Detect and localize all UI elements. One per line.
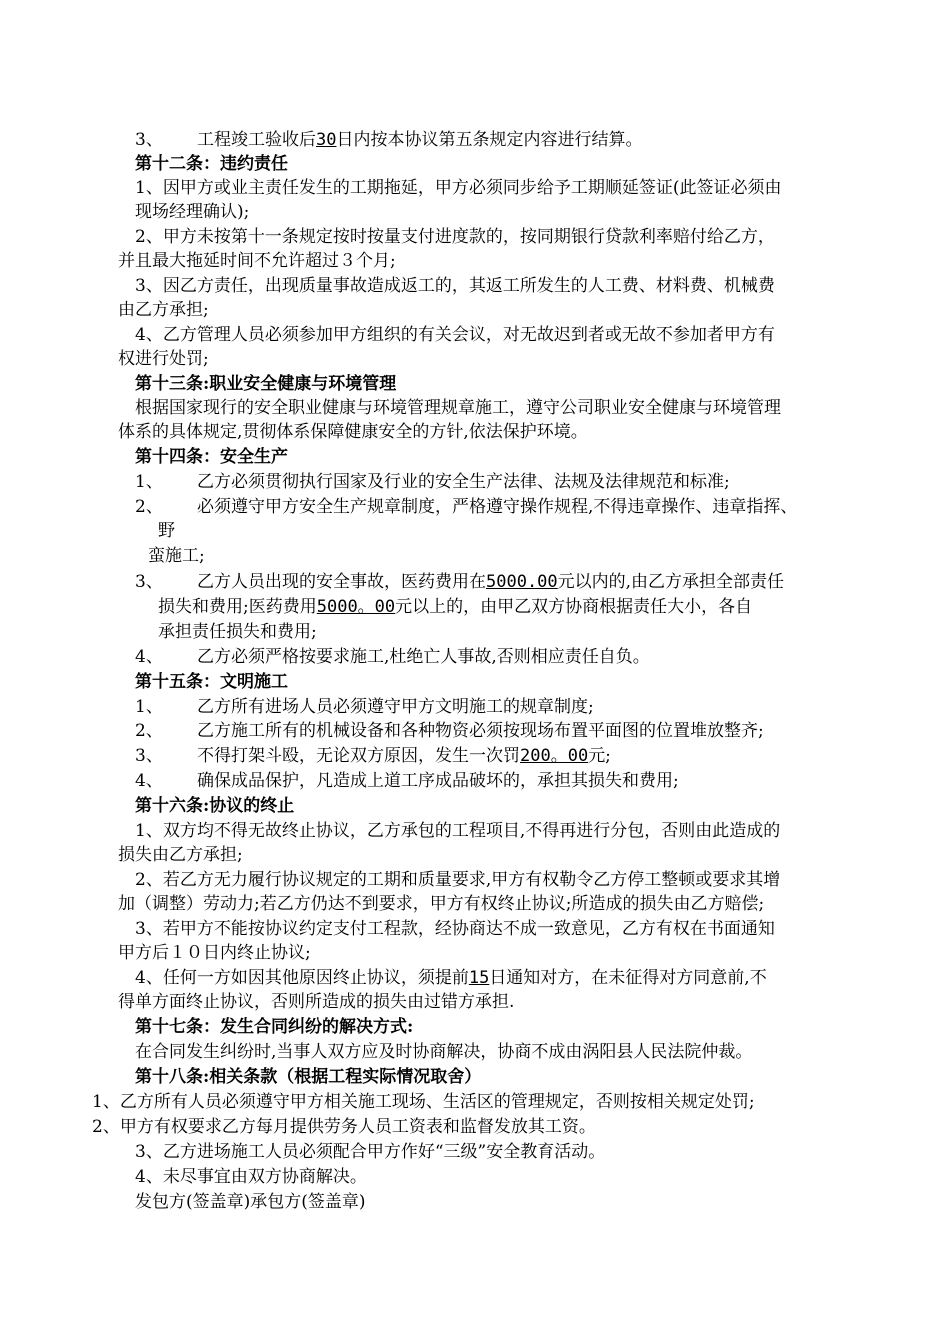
clause-11-item-3: 3、 工程竣工验收后30日内按本协议第五条规定内容进行结算。	[135, 130, 643, 150]
list-item: 1、 乙方必须贯彻执行国家及行业的安全生产法律、法规及法律规范和标准;	[135, 472, 730, 492]
text-line: 在合同发生纠纷时,当事人双方应及时协商解决，协商不成由涡阳县人民法院仲裁。	[135, 1042, 753, 1062]
text-line: 4、任何一方如因其他原因终止协议，须提前15日通知对方，在未征得对方同意前,不	[135, 968, 767, 988]
list-item: 3、 不得打架斗殴，无论双方原因，发生一次罚200。00元;	[135, 746, 611, 766]
text-line: 加（调整）劳动力;若乙方仍达不到要求，甲方有权终止协议;所造成的损失由乙方赔偿;	[118, 894, 765, 914]
heading-clause-14: 第十四条：安全生产	[135, 447, 288, 467]
text-line: 现场经理确认);	[135, 202, 250, 222]
list-item: 2、 乙方施工所有的机械设备和各种物资必须按现场布置平面图的位置堆放整齐;	[135, 721, 764, 741]
text-line: 损失由乙方承担;	[118, 845, 243, 865]
text-line: 3、乙方进场施工人员必须配合甲方作好“三级”安全教育活动。	[135, 1142, 606, 1162]
text-line: 1、乙方所有人员必须遵守甲方相关施工现场、生活区的管理规定，否则按相关规定处罚;	[92, 1092, 755, 1112]
text-line: 1、双方均不得无故终止协议，乙方承包的工程项目,不得再进行分包，否则由此造成的	[135, 821, 781, 841]
text-line: 野	[158, 521, 175, 541]
text-line: 3、若甲方不能按协议约定支付工程款，经协商达不成一致意见，乙方有权在书面通知	[135, 919, 775, 939]
heading-clause-12: 第十二条：违约责任	[135, 154, 288, 174]
text-line: 蛮施工;	[148, 546, 205, 566]
text-line: 2、甲方有权要求乙方每月提供劳务人员工资表和监督发放其工资。	[92, 1117, 596, 1137]
text-line: 体系的具体规定,贯彻体系保障健康安全的方针,依法保护环境。	[118, 422, 588, 442]
text-line: 权进行处罚;	[118, 349, 209, 369]
heading-clause-16: 第十六条:协议的终止	[135, 796, 295, 816]
text-line: 得单方面终止协议，否则所造成的损失由过错方承担.	[118, 992, 515, 1012]
text-line: 承担责任损失和费用;	[158, 622, 317, 642]
heading-clause-15: 第十五条：文明施工	[135, 672, 288, 692]
text-line: 由乙方承担;	[118, 300, 209, 320]
heading-clause-17: 第十七条：发生合同纠纷的解决方式:	[135, 1017, 414, 1037]
heading-clause-18: 第十八条:相关条款（根据工程实际情况取舍）	[135, 1067, 482, 1087]
text-line: 2、甲方未按第十一条规定按时按量支付进度款的，按同期银行贷款利率赔付给乙方，	[135, 227, 775, 247]
list-item: 4、 确保成品保护，凡造成上道工序成品破坏的，承担其损失和费用;	[135, 771, 679, 791]
list-item: 3、 乙方人员出现的安全事故，医药费用在5000.00元以内的,由乙方承担全部责任	[135, 572, 785, 592]
text-line: 2、若乙方无力履行协议规定的工期和质量要求,甲方有权勒令乙方停工整顿或要求其增	[135, 870, 781, 890]
list-item: 4、 乙方必须严格按要求施工,杜绝亡人事故,否则相应责任自负。	[135, 647, 650, 667]
text-line: 4、乙方管理人员必须参加甲方组织的有关会议，对无故迟到者或无故不参加者甲方有	[135, 325, 775, 345]
heading-clause-13: 第十三条:职业安全健康与环境管理	[135, 374, 397, 394]
text-line: 4、未尽事宜由双方协商解决。	[135, 1167, 367, 1187]
text-line: 甲方后１０日内终止协议;	[118, 943, 311, 963]
list-item: 1、 乙方所有进场人员必须遵守甲方文明施工的规章制度;	[135, 697, 594, 717]
text-line: 损失和费用;医药费用5000。00元以上的，由甲乙双方协商根据责任大小，各自	[158, 597, 753, 617]
list-item: 2、 必须遵守甲方安全生产规章制度，严格遵守操作规程,不得违章操作、违章指挥、	[135, 497, 798, 517]
text-line: 并且最大拖延时间不允许超过３个月;	[118, 251, 396, 271]
text-line: 3、因乙方责任，出现质量事故造成返工的，其返工所发生的人工费、材料费、机械费	[135, 276, 775, 296]
text-line: 1、因甲方或业主责任发生的工期拖延，甲方必须同步给予工期顺延签证(此签证必须由	[135, 178, 782, 198]
text-line: 根据国家现行的安全职业健康与环境管理规章施工，遵守公司职业安全健康与环境管理	[135, 398, 781, 418]
signature-line: 发包方(签盖章)承包方(签盖章)	[135, 1192, 366, 1212]
